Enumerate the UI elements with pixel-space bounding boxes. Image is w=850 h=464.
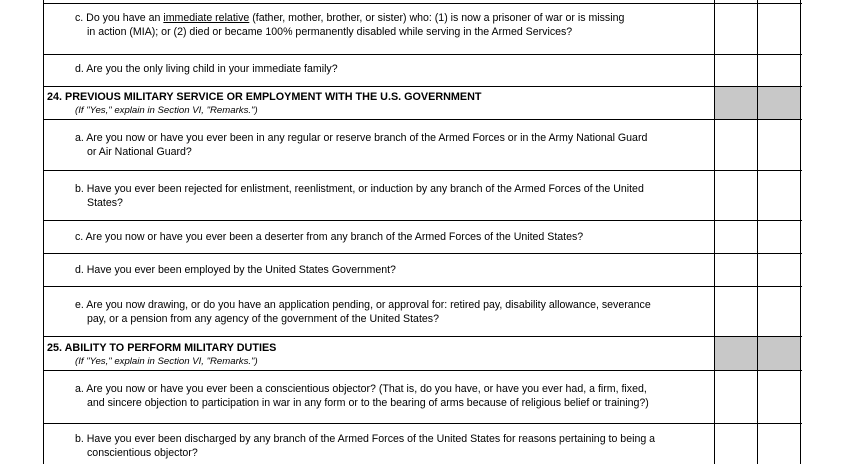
section-subtitle: (If "Yes," explain in Section VI, "Remarks.") xyxy=(75,105,258,116)
yes-checkbox-a-armed-forces[interactable] xyxy=(715,120,758,170)
yes-checkbox-b-rejected[interactable] xyxy=(715,171,758,220)
yes-checkbox-d-only-child[interactable] xyxy=(715,55,758,86)
section-title: 25. ABILITY TO PERFORM MILITARY DUTIES xyxy=(47,342,277,354)
shaded-cell xyxy=(715,337,758,370)
question-row-c-relative xyxy=(43,0,802,55)
shaded-cell xyxy=(758,87,801,119)
question-text xyxy=(75,299,706,326)
no-checkbox-a-objector[interactable] xyxy=(758,371,801,423)
question-cell xyxy=(43,221,715,253)
question-row-b-rejected xyxy=(43,171,802,221)
question-row-d-employed xyxy=(43,254,802,287)
question-text-line2: States? xyxy=(87,196,123,209)
question-text: d. Have you ever been employed by the United States Government? xyxy=(75,264,396,276)
question-text xyxy=(75,183,706,210)
question-text-line2: conscientious objector? xyxy=(87,446,198,459)
no-checkbox-b-discharged[interactable] xyxy=(758,424,801,464)
question-row-a-armed-forces xyxy=(43,120,802,171)
question-cell xyxy=(43,287,715,336)
question-text: c. Are you now or have you ever been a deserter from any branch of the Armed Forces of the United States? xyxy=(75,231,584,243)
section-title: 24. PREVIOUS MILITARY SERVICE OR EMPLOYMENT WITH THE U.S. GOVERNMENT xyxy=(47,91,482,103)
question-text-line2: in action (MIA); or (2) died or became 100% permanently disabled while serving in the Armed Services? xyxy=(87,25,573,38)
section-header-cell xyxy=(43,87,715,119)
no-checkbox-d-employed[interactable] xyxy=(758,254,801,286)
no-checkbox-c-deserter[interactable] xyxy=(758,221,801,253)
question-cell xyxy=(43,0,715,54)
question-cell xyxy=(43,120,715,170)
yes-checkbox-b-discharged[interactable] xyxy=(715,424,758,464)
yes-checkbox-a-objector[interactable] xyxy=(715,371,758,423)
question-cell xyxy=(43,371,715,423)
question-row-e-retired-pay xyxy=(43,287,802,337)
no-checkbox-a-armed-forces[interactable] xyxy=(758,120,801,170)
question-text-line1: b. Have you ever been rejected for enlistment, reenlistment, or induction by any branch of the Armed Forces of the United xyxy=(75,183,644,195)
question-cell xyxy=(43,424,715,464)
yes-checkbox-c-relative[interactable] xyxy=(715,0,758,54)
question-text-line2: and sincere objection to participation in war in any form or to the bearing of arms because of religious belief or training?) xyxy=(87,396,649,409)
question-text-line1: e. Are you now drawing, or do you have an application pending, or approval for: retired pay, disability allowance, severance xyxy=(75,299,651,311)
section-header-24 xyxy=(43,87,802,120)
no-checkbox-c-relative[interactable] xyxy=(758,0,801,54)
question-row-b-discharged xyxy=(43,424,802,464)
no-checkbox-d-only-child[interactable] xyxy=(758,55,801,86)
question-text-line2: pay, or a pension from any agency of the government of the United States? xyxy=(87,312,439,325)
yes-checkbox-d-employed[interactable] xyxy=(715,254,758,286)
question-text-part: (father, mother, brother, or sister) who: (1) is now a prisoner of war or is missing xyxy=(249,12,625,24)
question-text xyxy=(75,12,706,39)
question-row-c-deserter xyxy=(43,221,802,254)
question-row-a-objector xyxy=(43,371,802,424)
question-cell xyxy=(43,254,715,286)
section-header-25 xyxy=(43,337,802,371)
section-header-cell xyxy=(43,337,715,370)
shaded-cell xyxy=(758,337,801,370)
yes-checkbox-c-deserter[interactable] xyxy=(715,221,758,253)
question-text xyxy=(75,433,706,460)
no-checkbox-e-retired-pay[interactable] xyxy=(758,287,801,336)
section-subtitle: (If "Yes," explain in Section VI, "Remarks.") xyxy=(75,356,258,367)
question-text-line1: a. Are you now or have you ever been in any regular or reserve branch of the Armed Forces or in the Army National Guard xyxy=(75,132,648,144)
question-text-line1: b. Have you ever been discharged by any branch of the Armed Forces of the United States for reasons pertaining to being a xyxy=(75,433,656,445)
question-text: d. Are you the only living child in your immediate family? xyxy=(75,63,338,75)
question-text xyxy=(75,132,706,159)
yes-checkbox-e-retired-pay[interactable] xyxy=(715,287,758,336)
question-cell xyxy=(43,55,715,86)
immediate-relative-underlined: immediate relative xyxy=(163,12,250,24)
question-text-line2: or Air National Guard? xyxy=(87,145,192,158)
shaded-cell xyxy=(715,87,758,119)
question-text xyxy=(75,383,706,410)
question-row-d-only-child xyxy=(43,55,802,87)
no-checkbox-b-rejected[interactable] xyxy=(758,171,801,220)
question-text-line1: a. Are you now or have you ever been a conscientious objector? (That is, do you have, or have you ever had, a firm, fixed, xyxy=(75,383,647,395)
question-text-part: c. Do you have an xyxy=(75,12,164,24)
question-cell xyxy=(43,171,715,220)
